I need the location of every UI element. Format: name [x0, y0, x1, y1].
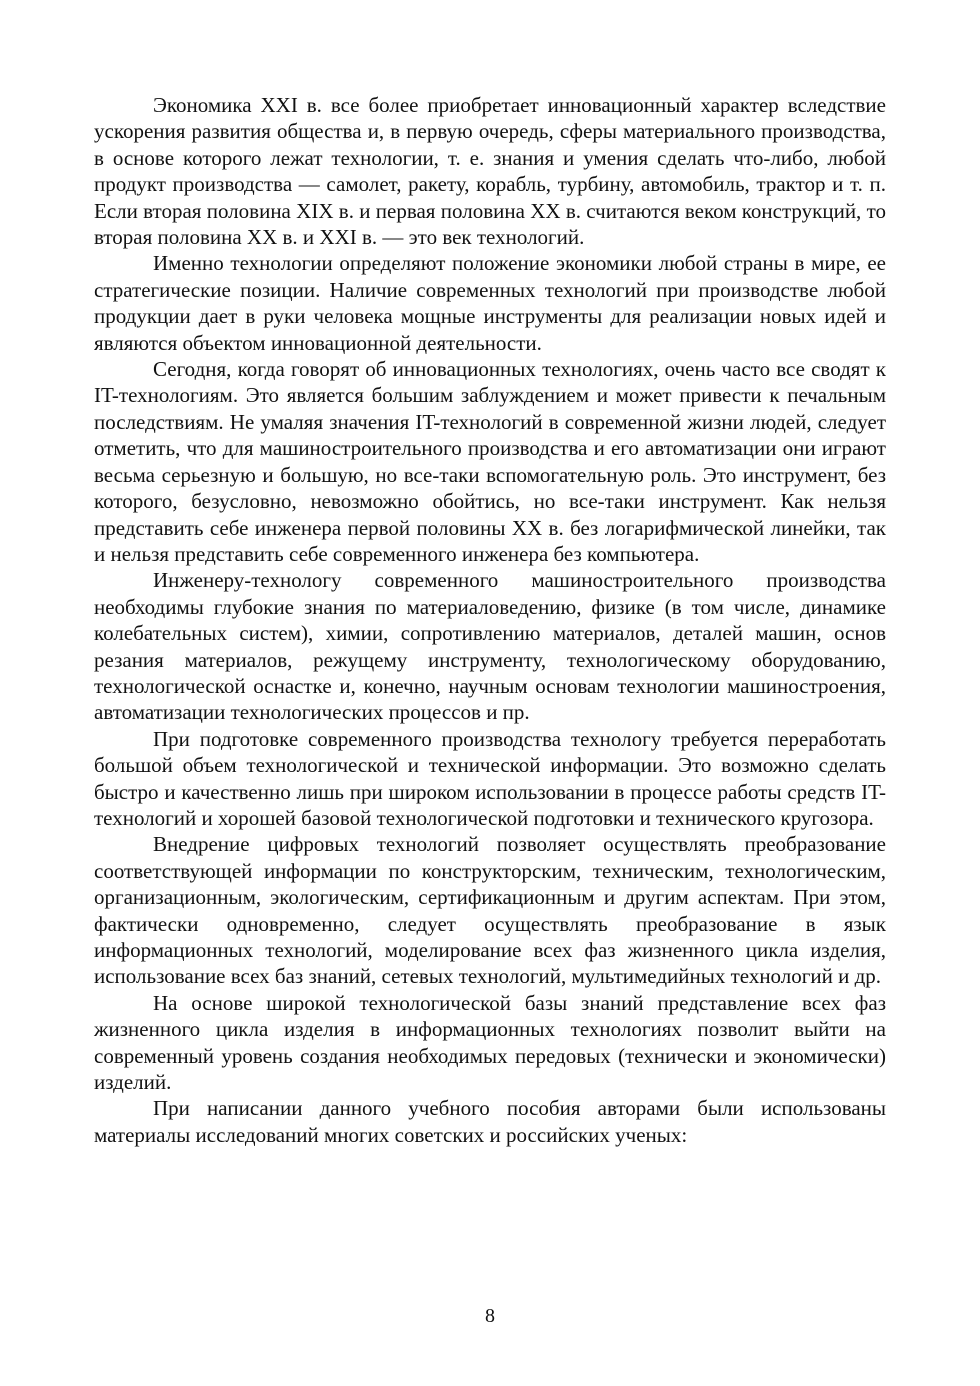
paragraph: На основе широкой технологической базы знаний представление всех фаз жизненного цикла изделия в информационных технологиях позволит выйти на современный уровень создания необходимых передовых (технически и экономически) изделий. — [94, 990, 886, 1095]
page-number: 8 — [485, 1305, 495, 1327]
paragraph: При подготовке современного производства технологу требуется переработать большой объем технологической и технической информации. Это возможно сделать быстро и качественно лишь при широком использовании в процессе работы средств IT-технологий и хорошей базовой технологической подготовки и технического кругозора. — [94, 726, 886, 830]
paragraph: При написании данного учебного пособия авторами были использованы материалы исследований многих советских и российских ученых: — [94, 1096, 886, 1147]
document-body — [94, 92, 886, 1148]
paragraph: Внедрение цифровых технологий позволяет осуществлять преобразование соответствующей информации по конструкторским, техническим, технологическим, организационным, экологическим, сертификационным и другим аспектам. При этом, фактически одновременно, следует осуществлять преобразование в язык информационных технологий, моделирование всех фаз жизненного цикла изделия, использование всех баз знаний, сетевых технологий, мультимедийных технологий и др. — [94, 832, 886, 989]
paragraph: Инженеру-технологу современного машиностроительного производства необходимы глубокие знания по материаловедению, физике (в том числе, динамике колебательных систем), химии, сопротивлению материалов, деталей машин, основ резания материалов, режущему инструменту, технологическому оборудованию, технологической оснастке и, конечно, научным основам технологии машиностроения, автоматизации технологических процессов и пр. — [94, 568, 886, 725]
paragraph: Сегодня, когда говорят об инновационных технологиях, очень часто все сводят к IT-технологиям. Это является большим заблуждением и может привести к печальным последствиям. Не умаляя значения IT-технологий в современной жизни людей, следует отметить, что для машиностроительного производства и его автоматизации они играют весьма серьезную и большую, но все-таки вспомогательную роль. Это инструмент, без которого, безусловно, невозможно обойтись, но все-таки инструмент. Как нельзя представить себе инженера первой половины XX в. без логарифмической линейки, так и нельзя представить себе современного инженера без компьютера. — [94, 357, 886, 566]
paragraph: Экономика XXI в. все более приобретает инновационный характер вследствие ускорения развития общества и, в первую очередь, сферы материального производства, в основе которого лежат технологии, т. е. знания и умения сделать что-либо, любой продукт производства — самолет, ракету, корабль, турбину, автомобиль, трактор и т. п. Если вторая половина XIX в. и первая половина XX в. считаются веком конструкций, то вторая половина XX в. и XXI в. — это век технологий. — [94, 93, 886, 250]
paragraph: Именно технологии определяют положение экономики любой страны в мире, ее стратегические позиции. Наличие современных технологий при производстве любой продукции дает в руки человека мощные инструменты для реализации новых идей и являются объектом инновационной деятельности. — [94, 251, 886, 355]
